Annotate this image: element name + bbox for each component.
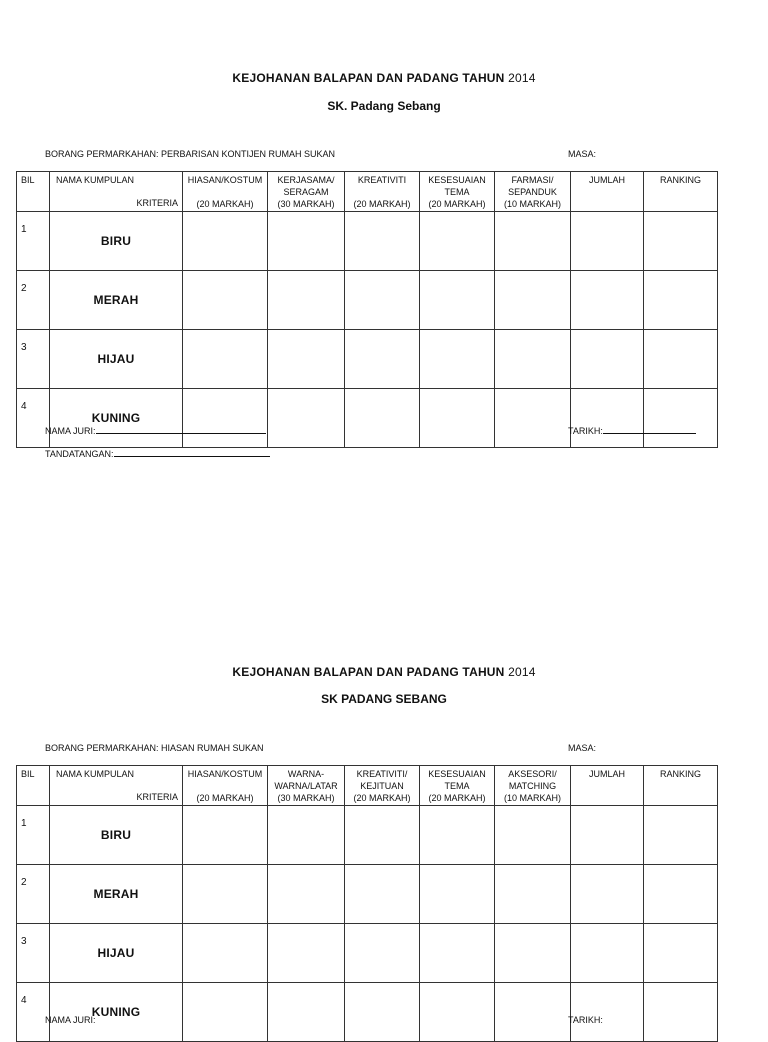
jumlah-cell[interactable] bbox=[571, 806, 644, 865]
ranking-cell[interactable] bbox=[644, 865, 718, 924]
score-cell[interactable] bbox=[183, 330, 268, 389]
score-cell[interactable] bbox=[495, 389, 571, 448]
table-row bbox=[17, 865, 718, 924]
ranking-cell[interactable] bbox=[644, 389, 718, 448]
score-cell[interactable] bbox=[420, 924, 495, 983]
score-cell[interactable] bbox=[183, 865, 268, 924]
jumlah-cell[interactable] bbox=[571, 212, 644, 271]
score-cell[interactable] bbox=[345, 330, 420, 389]
tandatangan-field[interactable]: TANDATANGAN: bbox=[45, 448, 270, 459]
team-name: MERAH bbox=[50, 271, 183, 330]
header-ranking: RANKING bbox=[644, 766, 718, 806]
jumlah-cell[interactable] bbox=[571, 983, 644, 1042]
header-nama-kumpulan: NAMA KUMPULAN KRITERIA bbox=[50, 766, 183, 806]
row-number: 1 bbox=[17, 212, 50, 271]
score-cell[interactable] bbox=[268, 271, 345, 330]
masa-label: MASA: bbox=[568, 149, 597, 159]
ranking-cell[interactable] bbox=[644, 271, 718, 330]
header-bil: BIL bbox=[17, 172, 50, 212]
score-cell[interactable] bbox=[420, 271, 495, 330]
score-cell[interactable] bbox=[495, 924, 571, 983]
tarikh-field[interactable]: TARIKH: bbox=[568, 1015, 603, 1025]
header-jumlah: JUMLAH bbox=[571, 172, 644, 212]
score-cell[interactable] bbox=[183, 389, 268, 448]
table-row bbox=[17, 983, 718, 1042]
jumlah-cell[interactable] bbox=[571, 389, 644, 448]
score-cell[interactable] bbox=[420, 330, 495, 389]
header-bil: BIL bbox=[17, 766, 50, 806]
team-name: BIRU bbox=[50, 806, 183, 865]
score-cell[interactable] bbox=[495, 806, 571, 865]
score-cell[interactable] bbox=[345, 865, 420, 924]
header-criterion-4: KESESUAIAN TEMA (20 MARKAH) bbox=[420, 172, 495, 212]
score-cell[interactable] bbox=[183, 212, 268, 271]
score-cell[interactable] bbox=[345, 271, 420, 330]
score-cell[interactable] bbox=[495, 865, 571, 924]
school-name: SK. Padang Sebang bbox=[327, 99, 441, 113]
header-criterion-5: FARMASI/ SEPANDUK (10 MARKAH) bbox=[495, 172, 571, 212]
team-name: HIJAU bbox=[50, 924, 183, 983]
table-row bbox=[17, 924, 718, 983]
score-cell[interactable] bbox=[183, 271, 268, 330]
form-title: KEJOHANAN BALAPAN DAN PADANG TAHUN 2014 bbox=[232, 71, 536, 85]
score-cell[interactable] bbox=[345, 924, 420, 983]
school-name: SK PADANG SEBANG bbox=[321, 692, 447, 706]
ranking-cell[interactable] bbox=[644, 330, 718, 389]
score-cell[interactable] bbox=[268, 983, 345, 1042]
row-number: 3 bbox=[17, 330, 50, 389]
masa-label: MASA: bbox=[568, 743, 597, 753]
header-criterion-2: WARNA- WARNA/LATAR (30 MARKAH) bbox=[268, 766, 345, 806]
scoring-table bbox=[16, 171, 718, 448]
score-cell[interactable] bbox=[268, 330, 345, 389]
header-criterion-3: KREATIVITI/ KEJITUAN (20 MARKAH) bbox=[345, 766, 420, 806]
nama-juri-field[interactable]: NAMA JURI: bbox=[45, 425, 266, 436]
tarikh-field[interactable]: TARIKH: bbox=[568, 425, 696, 436]
header-criterion-1: HIASAN/KOSTUM (20 MARKAH) bbox=[183, 766, 268, 806]
row-number: 4 bbox=[17, 389, 50, 448]
header-jumlah: JUMLAH bbox=[571, 766, 644, 806]
team-name: BIRU bbox=[50, 212, 183, 271]
score-cell[interactable] bbox=[183, 806, 268, 865]
table-row bbox=[17, 330, 718, 389]
score-cell[interactable] bbox=[268, 806, 345, 865]
row-number: 4 bbox=[17, 983, 50, 1042]
borang-label: BORANG PERMARKAHAN: HIASAN RUMAH SUKAN bbox=[45, 743, 264, 753]
scoring-table bbox=[16, 765, 718, 1042]
team-name: KUNING bbox=[50, 983, 183, 1042]
table-header-row bbox=[17, 172, 718, 212]
team-name: HIJAU bbox=[50, 330, 183, 389]
score-cell[interactable] bbox=[345, 389, 420, 448]
table-row bbox=[17, 271, 718, 330]
score-cell[interactable] bbox=[495, 271, 571, 330]
score-cell[interactable] bbox=[268, 389, 345, 448]
row-number: 2 bbox=[17, 271, 50, 330]
score-cell[interactable] bbox=[268, 212, 345, 271]
score-cell[interactable] bbox=[420, 983, 495, 1042]
header-criterion-2: KERJASAMA/ SERAGAM (30 MARKAH) bbox=[268, 172, 345, 212]
borang-label: BORANG PERMARKAHAN: PERBARISAN KONTIJEN RUMAH SUKAN bbox=[45, 149, 336, 159]
row-number: 2 bbox=[17, 865, 50, 924]
score-cell[interactable] bbox=[495, 330, 571, 389]
score-cell[interactable] bbox=[420, 389, 495, 448]
score-cell[interactable] bbox=[420, 212, 495, 271]
table-row bbox=[17, 212, 718, 271]
table-header-row bbox=[17, 766, 718, 806]
score-cell[interactable] bbox=[345, 212, 420, 271]
header-nama-kumpulan: NAMA KUMPULAN KRITERIA bbox=[50, 172, 183, 212]
jumlah-cell[interactable] bbox=[571, 924, 644, 983]
score-cell[interactable] bbox=[183, 924, 268, 983]
ranking-cell[interactable] bbox=[644, 806, 718, 865]
team-name: KUNING bbox=[50, 389, 183, 448]
score-cell[interactable] bbox=[268, 865, 345, 924]
score-cell[interactable] bbox=[495, 983, 571, 1042]
form-title: KEJOHANAN BALAPAN DAN PADANG TAHUN 2014 bbox=[232, 665, 536, 679]
header-criterion-4: KESESUAIAN TEMA (20 MARKAH) bbox=[420, 766, 495, 806]
table-row bbox=[17, 389, 718, 448]
row-number: 1 bbox=[17, 806, 50, 865]
score-cell[interactable] bbox=[495, 212, 571, 271]
team-name: MERAH bbox=[50, 865, 183, 924]
score-cell[interactable] bbox=[345, 806, 420, 865]
ranking-cell[interactable] bbox=[644, 983, 718, 1042]
score-cell[interactable] bbox=[420, 806, 495, 865]
ranking-cell[interactable] bbox=[644, 212, 718, 271]
jumlah-cell[interactable] bbox=[571, 330, 644, 389]
header-criterion-3: KREATIVITI (20 MARKAH) bbox=[345, 172, 420, 212]
score-cell[interactable] bbox=[268, 924, 345, 983]
header-criterion-5: AKSESORI/ MATCHING (10 MARKAH) bbox=[495, 766, 571, 806]
row-number: 3 bbox=[17, 924, 50, 983]
score-cell[interactable] bbox=[420, 865, 495, 924]
ranking-cell[interactable] bbox=[644, 924, 718, 983]
header-criterion-1: HIASAN/KOSTUM (20 MARKAH) bbox=[183, 172, 268, 212]
jumlah-cell[interactable] bbox=[571, 865, 644, 924]
header-ranking: RANKING bbox=[644, 172, 718, 212]
score-cell[interactable] bbox=[345, 983, 420, 1042]
jumlah-cell[interactable] bbox=[571, 271, 644, 330]
nama-juri-field[interactable]: NAMA JURI: bbox=[45, 1015, 96, 1025]
table-row bbox=[17, 806, 718, 865]
score-cell[interactable] bbox=[183, 983, 268, 1042]
